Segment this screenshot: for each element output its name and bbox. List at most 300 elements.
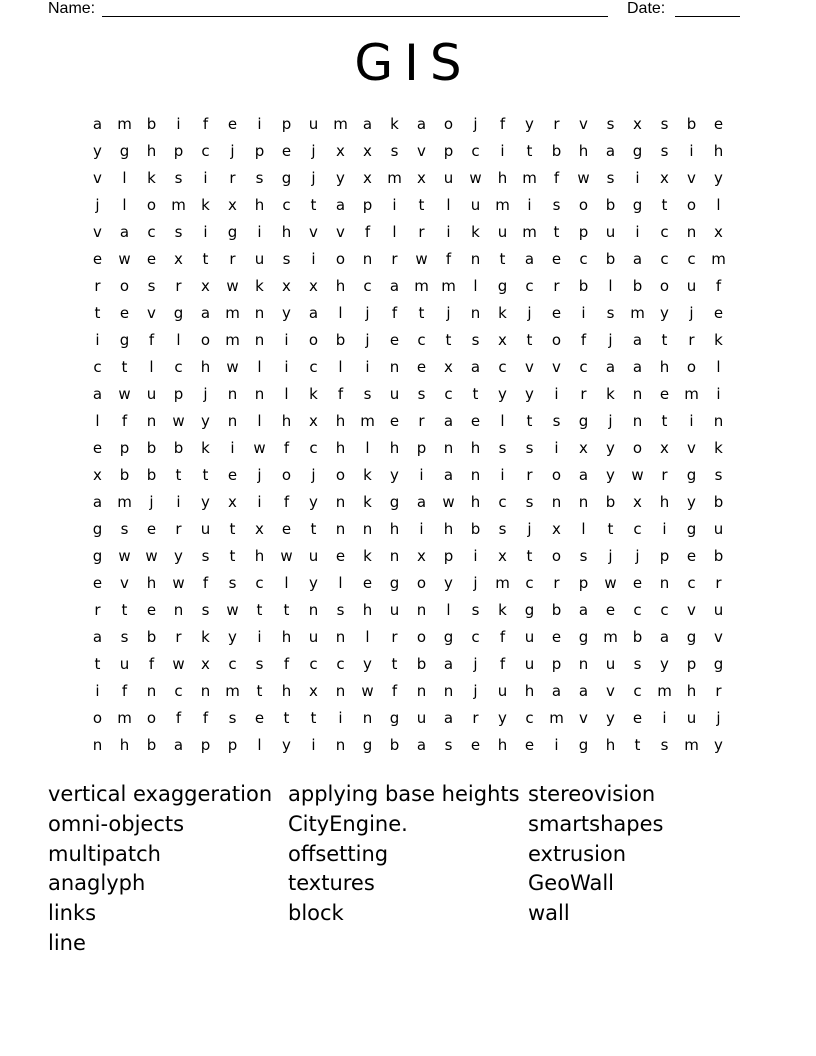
grid-letter[interactable]: f: [715, 277, 722, 295]
grid-letter[interactable]: n: [470, 304, 481, 322]
grid-letter[interactable]: l: [446, 196, 451, 214]
grid-letter[interactable]: r: [553, 115, 560, 133]
grid-letter[interactable]: g: [119, 331, 130, 349]
grid-letter[interactable]: j: [446, 304, 451, 322]
grid-letter[interactable]: w: [118, 250, 131, 268]
grid-letter[interactable]: h: [443, 520, 454, 538]
grid-letter[interactable]: g: [713, 655, 724, 673]
grid-letter[interactable]: f: [445, 250, 452, 268]
grid-letter[interactable]: b: [146, 115, 157, 133]
grid-letter[interactable]: j: [608, 412, 613, 430]
grid-letter[interactable]: p: [227, 736, 238, 754]
grid-letter[interactable]: t: [634, 736, 641, 754]
grid-letter[interactable]: h: [497, 736, 508, 754]
grid-letter[interactable]: i: [689, 412, 694, 430]
grid-letter[interactable]: c: [417, 331, 426, 349]
grid-letter[interactable]: r: [391, 628, 398, 646]
grid-letter[interactable]: l: [608, 277, 613, 295]
grid-letter[interactable]: v: [525, 358, 534, 376]
grid-letter[interactable]: e: [524, 736, 535, 754]
grid-letter[interactable]: h: [281, 412, 292, 430]
grid-letter[interactable]: r: [418, 223, 425, 241]
grid-letter[interactable]: l: [122, 169, 127, 187]
grid-letter[interactable]: f: [391, 682, 398, 700]
grid-letter[interactable]: t: [526, 412, 533, 430]
grid-letter[interactable]: x: [498, 547, 507, 565]
grid-letter[interactable]: l: [392, 223, 397, 241]
grid-letter[interactable]: l: [500, 412, 505, 430]
grid-letter[interactable]: g: [578, 736, 589, 754]
grid-letter[interactable]: e: [281, 520, 292, 538]
grid-letter[interactable]: s: [606, 115, 615, 133]
grid-letter[interactable]: t: [391, 655, 398, 673]
grid-letter[interactable]: a: [443, 466, 454, 484]
grid-letter[interactable]: w: [253, 439, 266, 457]
grid-letter[interactable]: o: [686, 196, 697, 214]
grid-letter[interactable]: x: [633, 493, 642, 511]
grid-letter[interactable]: e: [470, 736, 481, 754]
grid-letter[interactable]: a: [119, 223, 130, 241]
grid-letter[interactable]: w: [145, 547, 158, 565]
grid-letter[interactable]: e: [335, 547, 346, 565]
grid-letter[interactable]: f: [148, 655, 155, 673]
grid-letter[interactable]: w: [226, 358, 239, 376]
grid-letter[interactable]: j: [527, 520, 532, 538]
grid-letter[interactable]: m: [522, 169, 537, 187]
grid-letter[interactable]: s: [174, 223, 183, 241]
grid-letter[interactable]: h: [578, 142, 589, 160]
grid-letter[interactable]: c: [633, 520, 642, 538]
grid-letter[interactable]: y: [309, 493, 318, 511]
name-blank-line[interactable]: [102, 16, 608, 17]
grid-letter[interactable]: o: [551, 547, 562, 565]
grid-letter[interactable]: r: [715, 574, 722, 592]
grid-letter[interactable]: n: [200, 682, 211, 700]
grid-letter[interactable]: j: [311, 169, 316, 187]
grid-letter[interactable]: y: [93, 142, 102, 160]
grid-letter[interactable]: v: [687, 169, 696, 187]
grid-letter[interactable]: o: [659, 277, 670, 295]
grid-letter[interactable]: j: [635, 547, 640, 565]
grid-letter[interactable]: k: [201, 628, 210, 646]
grid-letter[interactable]: k: [471, 223, 480, 241]
grid-letter[interactable]: j: [473, 682, 478, 700]
grid-letter[interactable]: m: [171, 196, 186, 214]
grid-letter[interactable]: h: [281, 628, 292, 646]
grid-letter[interactable]: s: [336, 601, 345, 619]
grid-letter[interactable]: n: [632, 412, 643, 430]
grid-letter[interactable]: r: [229, 250, 236, 268]
grid-letter[interactable]: e: [146, 250, 157, 268]
grid-letter[interactable]: x: [417, 547, 426, 565]
grid-letter[interactable]: s: [606, 304, 615, 322]
grid-letter[interactable]: s: [579, 547, 588, 565]
grid-letter[interactable]: l: [149, 358, 154, 376]
grid-letter[interactable]: o: [200, 331, 211, 349]
grid-letter[interactable]: c: [444, 385, 453, 403]
grid-letter[interactable]: i: [500, 142, 505, 160]
grid-letter[interactable]: x: [660, 439, 669, 457]
grid-letter[interactable]: a: [524, 250, 535, 268]
grid-letter[interactable]: t: [526, 547, 533, 565]
grid-letter[interactable]: k: [363, 466, 372, 484]
grid-letter[interactable]: n: [470, 466, 481, 484]
grid-letter[interactable]: h: [389, 439, 400, 457]
grid-letter[interactable]: c: [309, 358, 318, 376]
grid-letter[interactable]: c: [660, 250, 669, 268]
grid-letter[interactable]: e: [659, 385, 670, 403]
grid-letter[interactable]: c: [633, 601, 642, 619]
grid-letter[interactable]: t: [121, 601, 128, 619]
grid-letter[interactable]: o: [551, 331, 562, 349]
grid-letter[interactable]: a: [632, 250, 643, 268]
grid-letter[interactable]: m: [657, 682, 672, 700]
grid-letter[interactable]: y: [687, 493, 696, 511]
grid-letter[interactable]: k: [201, 439, 210, 457]
grid-letter[interactable]: t: [256, 601, 263, 619]
grid-letter[interactable]: j: [95, 196, 100, 214]
grid-letter[interactable]: h: [362, 601, 373, 619]
grid-letter[interactable]: n: [92, 736, 103, 754]
grid-letter[interactable]: b: [389, 736, 400, 754]
grid-letter[interactable]: i: [203, 223, 208, 241]
grid-letter[interactable]: x: [363, 169, 372, 187]
grid-letter[interactable]: c: [174, 358, 183, 376]
grid-letter[interactable]: o: [308, 331, 319, 349]
grid-letter[interactable]: i: [392, 196, 397, 214]
grid-letter[interactable]: c: [363, 277, 372, 295]
grid-letter[interactable]: t: [175, 466, 182, 484]
grid-letter[interactable]: b: [686, 115, 697, 133]
grid-letter[interactable]: n: [254, 385, 265, 403]
grid-letter[interactable]: r: [715, 682, 722, 700]
grid-letter[interactable]: s: [417, 385, 426, 403]
grid-letter[interactable]: m: [711, 250, 726, 268]
grid-letter[interactable]: u: [389, 385, 400, 403]
grid-letter[interactable]: i: [473, 547, 478, 565]
grid-letter[interactable]: v: [336, 223, 345, 241]
grid-letter[interactable]: b: [713, 493, 724, 511]
grid-letter[interactable]: k: [309, 385, 318, 403]
grid-letter[interactable]: f: [175, 709, 182, 727]
grid-letter[interactable]: a: [416, 115, 427, 133]
grid-letter[interactable]: j: [689, 304, 694, 322]
grid-letter[interactable]: i: [554, 736, 559, 754]
grid-letter[interactable]: n: [659, 574, 670, 592]
grid-letter[interactable]: r: [391, 250, 398, 268]
grid-letter[interactable]: s: [471, 601, 480, 619]
grid-letter[interactable]: s: [525, 439, 534, 457]
grid-letter[interactable]: i: [257, 223, 262, 241]
grid-letter[interactable]: i: [419, 466, 424, 484]
grid-letter[interactable]: g: [632, 142, 643, 160]
grid-letter[interactable]: s: [120, 628, 129, 646]
grid-letter[interactable]: l: [257, 412, 262, 430]
grid-letter[interactable]: h: [146, 574, 157, 592]
grid-letter[interactable]: v: [417, 142, 426, 160]
grid-letter[interactable]: n: [389, 358, 400, 376]
grid-letter[interactable]: i: [338, 709, 343, 727]
grid-letter[interactable]: w: [172, 574, 185, 592]
grid-letter[interactable]: f: [499, 655, 506, 673]
grid-letter[interactable]: t: [661, 331, 668, 349]
grid-letter[interactable]: x: [309, 277, 318, 295]
grid-letter[interactable]: n: [470, 250, 481, 268]
grid-letter[interactable]: s: [606, 169, 615, 187]
grid-letter[interactable]: n: [443, 682, 454, 700]
grid-letter[interactable]: t: [310, 196, 317, 214]
grid-letter[interactable]: e: [686, 547, 697, 565]
grid-letter[interactable]: t: [418, 196, 425, 214]
grid-letter[interactable]: s: [363, 385, 372, 403]
grid-letter[interactable]: o: [416, 628, 427, 646]
grid-letter[interactable]: w: [469, 169, 482, 187]
grid-letter[interactable]: n: [335, 736, 346, 754]
grid-letter[interactable]: x: [93, 466, 102, 484]
grid-letter[interactable]: j: [149, 493, 154, 511]
grid-letter[interactable]: f: [283, 493, 290, 511]
grid-letter[interactable]: f: [283, 655, 290, 673]
grid-letter[interactable]: v: [93, 223, 102, 241]
grid-letter[interactable]: y: [606, 466, 615, 484]
grid-letter[interactable]: t: [202, 250, 209, 268]
grid-letter[interactable]: y: [228, 628, 237, 646]
grid-letter[interactable]: v: [579, 115, 588, 133]
grid-letter[interactable]: s: [633, 655, 642, 673]
grid-letter[interactable]: n: [362, 250, 373, 268]
grid-letter[interactable]: u: [308, 547, 319, 565]
grid-letter[interactable]: p: [362, 196, 373, 214]
grid-letter[interactable]: s: [498, 439, 507, 457]
grid-letter[interactable]: c: [309, 439, 318, 457]
grid-letter[interactable]: c: [579, 250, 588, 268]
grid-letter[interactable]: f: [121, 412, 128, 430]
grid-letter[interactable]: c: [201, 142, 210, 160]
grid-letter[interactable]: s: [201, 547, 210, 565]
grid-letter[interactable]: p: [254, 142, 265, 160]
grid-letter[interactable]: b: [146, 439, 157, 457]
grid-letter[interactable]: t: [445, 331, 452, 349]
grid-letter[interactable]: c: [498, 493, 507, 511]
grid-letter[interactable]: j: [473, 115, 478, 133]
grid-letter[interactable]: a: [578, 682, 589, 700]
grid-letter[interactable]: a: [308, 304, 319, 322]
grid-letter[interactable]: s: [228, 709, 237, 727]
grid-letter[interactable]: b: [605, 493, 616, 511]
grid-letter[interactable]: e: [281, 142, 292, 160]
grid-letter[interactable]: h: [281, 682, 292, 700]
grid-letter[interactable]: l: [365, 628, 370, 646]
grid-letter[interactable]: s: [255, 169, 264, 187]
grid-letter[interactable]: c: [93, 358, 102, 376]
grid-letter[interactable]: w: [118, 385, 131, 403]
grid-letter[interactable]: n: [578, 493, 589, 511]
grid-letter[interactable]: u: [470, 196, 481, 214]
grid-letter[interactable]: b: [632, 628, 643, 646]
grid-letter[interactable]: y: [660, 304, 669, 322]
grid-letter[interactable]: r: [472, 709, 479, 727]
grid-letter[interactable]: h: [119, 736, 130, 754]
grid-letter[interactable]: k: [714, 439, 723, 457]
grid-letter[interactable]: x: [228, 196, 237, 214]
grid-letter[interactable]: a: [632, 331, 643, 349]
grid-letter[interactable]: f: [202, 709, 209, 727]
grid-letter[interactable]: p: [173, 385, 184, 403]
grid-letter[interactable]: i: [176, 115, 181, 133]
grid-letter[interactable]: f: [580, 331, 587, 349]
grid-letter[interactable]: g: [92, 520, 103, 538]
grid-letter[interactable]: o: [416, 574, 427, 592]
grid-letter[interactable]: h: [470, 439, 481, 457]
grid-letter[interactable]: i: [716, 385, 721, 403]
grid-letter[interactable]: e: [119, 304, 130, 322]
grid-letter[interactable]: y: [498, 385, 507, 403]
grid-letter[interactable]: m: [441, 277, 456, 295]
grid-letter[interactable]: g: [443, 628, 454, 646]
grid-letter[interactable]: x: [309, 412, 318, 430]
grid-letter[interactable]: y: [525, 115, 534, 133]
grid-letter[interactable]: n: [227, 412, 238, 430]
grid-letter[interactable]: i: [230, 439, 235, 457]
grid-letter[interactable]: s: [201, 601, 210, 619]
grid-letter[interactable]: r: [229, 169, 236, 187]
grid-letter[interactable]: m: [522, 223, 537, 241]
grid-letter[interactable]: n: [227, 385, 238, 403]
grid-letter[interactable]: n: [173, 601, 184, 619]
grid-letter[interactable]: a: [92, 493, 103, 511]
grid-letter[interactable]: o: [551, 466, 562, 484]
grid-letter[interactable]: u: [308, 628, 319, 646]
grid-letter[interactable]: b: [713, 547, 724, 565]
grid-letter[interactable]: m: [549, 709, 564, 727]
grid-letter[interactable]: e: [470, 412, 481, 430]
grid-letter[interactable]: k: [498, 601, 507, 619]
grid-letter[interactable]: c: [579, 358, 588, 376]
grid-letter[interactable]: l: [581, 520, 586, 538]
grid-letter[interactable]: w: [604, 574, 617, 592]
grid-letter[interactable]: j: [473, 655, 478, 673]
grid-letter[interactable]: g: [578, 412, 589, 430]
grid-letter[interactable]: t: [229, 520, 236, 538]
grid-letter[interactable]: n: [389, 547, 400, 565]
grid-letter[interactable]: f: [283, 439, 290, 457]
grid-letter[interactable]: k: [147, 169, 156, 187]
grid-letter[interactable]: c: [228, 655, 237, 673]
grid-letter[interactable]: e: [254, 709, 265, 727]
grid-letter[interactable]: a: [470, 358, 481, 376]
grid-letter[interactable]: w: [226, 277, 239, 295]
grid-letter[interactable]: a: [443, 655, 454, 673]
grid-letter[interactable]: y: [525, 385, 534, 403]
grid-letter[interactable]: t: [661, 196, 668, 214]
grid-letter[interactable]: c: [309, 655, 318, 673]
grid-letter[interactable]: c: [336, 655, 345, 673]
grid-letter[interactable]: l: [338, 574, 343, 592]
grid-letter[interactable]: v: [714, 628, 723, 646]
grid-letter[interactable]: b: [605, 196, 616, 214]
grid-letter[interactable]: i: [284, 331, 289, 349]
grid-letter[interactable]: c: [255, 574, 264, 592]
grid-letter[interactable]: e: [389, 412, 400, 430]
grid-letter[interactable]: y: [714, 169, 723, 187]
grid-letter[interactable]: a: [605, 358, 616, 376]
grid-letter[interactable]: w: [172, 655, 185, 673]
grid-letter[interactable]: h: [281, 223, 292, 241]
grid-letter[interactable]: g: [389, 574, 400, 592]
grid-letter[interactable]: m: [603, 628, 618, 646]
grid-letter[interactable]: i: [203, 169, 208, 187]
grid-letter[interactable]: x: [174, 250, 183, 268]
grid-letter[interactable]: p: [578, 223, 589, 241]
grid-letter[interactable]: e: [551, 304, 562, 322]
grid-letter[interactable]: l: [257, 358, 262, 376]
grid-letter[interactable]: x: [201, 655, 210, 673]
grid-letter[interactable]: t: [661, 412, 668, 430]
grid-letter[interactable]: a: [416, 493, 427, 511]
grid-letter[interactable]: i: [257, 115, 262, 133]
grid-letter[interactable]: g: [281, 169, 292, 187]
grid-letter[interactable]: h: [659, 493, 670, 511]
grid-letter[interactable]: j: [365, 331, 370, 349]
grid-letter[interactable]: i: [176, 493, 181, 511]
grid-letter[interactable]: y: [363, 655, 372, 673]
grid-letter[interactable]: i: [311, 250, 316, 268]
grid-letter[interactable]: r: [175, 277, 182, 295]
grid-letter[interactable]: p: [443, 142, 454, 160]
grid-letter[interactable]: u: [713, 520, 724, 538]
grid-letter[interactable]: p: [119, 439, 130, 457]
grid-letter[interactable]: p: [551, 655, 562, 673]
grid-letter[interactable]: o: [632, 439, 643, 457]
grid-letter[interactable]: g: [92, 547, 103, 565]
grid-letter[interactable]: h: [200, 358, 211, 376]
grid-letter[interactable]: t: [526, 331, 533, 349]
grid-letter[interactable]: y: [390, 466, 399, 484]
grid-letter[interactable]: m: [117, 115, 132, 133]
grid-letter[interactable]: v: [687, 601, 696, 619]
grid-letter[interactable]: g: [686, 466, 697, 484]
grid-letter[interactable]: n: [632, 385, 643, 403]
grid-letter[interactable]: c: [498, 358, 507, 376]
grid-letter[interactable]: e: [92, 439, 103, 457]
grid-letter[interactable]: u: [416, 709, 427, 727]
grid-letter[interactable]: b: [632, 277, 643, 295]
grid-letter[interactable]: x: [417, 169, 426, 187]
grid-letter[interactable]: m: [360, 412, 375, 430]
grid-letter[interactable]: g: [173, 304, 184, 322]
grid-letter[interactable]: h: [335, 277, 346, 295]
grid-letter[interactable]: g: [497, 277, 508, 295]
grid-letter[interactable]: r: [661, 466, 668, 484]
grid-letter[interactable]: x: [228, 493, 237, 511]
grid-letter[interactable]: u: [524, 655, 535, 673]
grid-letter[interactable]: c: [633, 682, 642, 700]
grid-letter[interactable]: r: [526, 466, 533, 484]
grid-letter[interactable]: a: [389, 277, 400, 295]
grid-letter[interactable]: m: [495, 574, 510, 592]
grid-letter[interactable]: v: [309, 223, 318, 241]
grid-letter[interactable]: a: [443, 412, 454, 430]
grid-letter[interactable]: i: [446, 223, 451, 241]
grid-letter[interactable]: p: [173, 142, 184, 160]
grid-letter[interactable]: i: [554, 385, 559, 403]
grid-letter[interactable]: m: [630, 304, 645, 322]
grid-letter[interactable]: k: [363, 493, 372, 511]
grid-letter[interactable]: r: [418, 412, 425, 430]
grid-letter[interactable]: t: [94, 304, 101, 322]
grid-letter[interactable]: f: [202, 115, 209, 133]
grid-letter[interactable]: h: [713, 142, 724, 160]
